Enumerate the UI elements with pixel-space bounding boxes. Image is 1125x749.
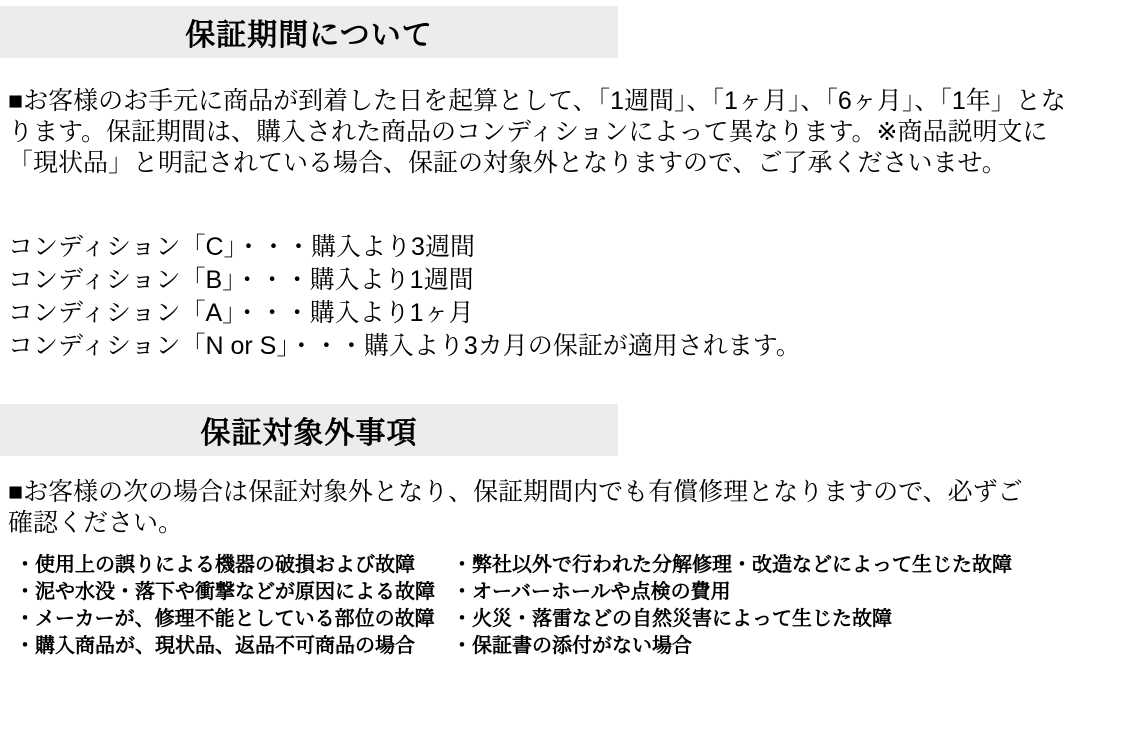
- exclusion-item: ・火災・落雷などの自然災害によって生じた故障: [452, 608, 892, 630]
- exclusion-item: ・メーカーが、修理不能としている部位の故障: [15, 608, 435, 630]
- condition-list: [0, 231, 1125, 363]
- exclusion-item: ・購入商品が、現状品、返品不可商品の場合: [15, 635, 415, 657]
- paragraph-line: 「現状品」と明記されている場合、保証の対象外となりますので、ご了承くださいませ。: [8, 149, 1007, 177]
- paragraph-line: ります。保証期間は、購入された商品のコンディションによって異なります。※商品説明文に: [8, 118, 1048, 146]
- exclusion-item: ・オーバーホールや点検の費用: [452, 581, 731, 603]
- exclusion-list-left-column: [0, 552, 452, 660]
- condition-item-a: コンディション「A」・・・購入より1ヶ月: [8, 299, 474, 327]
- paragraph-line: 確認ください。: [8, 509, 184, 537]
- warranty-period-title: 保証期間について: [185, 19, 433, 52]
- exclusion-list: [0, 552, 1125, 660]
- exclusion-item: ・使用上の誤りによる機器の破損および故障: [15, 554, 415, 576]
- warranty-period-paragraph: [0, 86, 1125, 179]
- condition-item-c: コンディション「C」・・・購入より3週間: [8, 233, 475, 261]
- exclusions-paragraph: [0, 477, 1125, 539]
- condition-item-n-or-s: コンディション「N or S」・・・購入より3カ月の保証が適用されます。: [8, 332, 801, 360]
- exclusion-item: ・泥や水没・落下や衝撃などが原因による故障: [15, 581, 435, 603]
- exclusions-title: 保証対象外事項: [200, 417, 418, 450]
- warranty-period-header-bar: [0, 6, 618, 58]
- paragraph-line: ■お客様のお手元に商品が到着した日を起算として、「1週間」、「1ヶ月」、「6ヶ月」、「1年」とな: [8, 87, 1066, 115]
- exclusion-list-right-column: [452, 552, 1125, 660]
- condition-item-b: コンディション「B」・・・購入より1週間: [8, 266, 474, 294]
- exclusion-item: ・弊社以外で行われた分解修理・改造などによって生じた故障: [452, 554, 1012, 576]
- exclusion-item: ・保証書の添付がない場合: [452, 635, 692, 657]
- paragraph-line: ■お客様の次の場合は保証対象外となり、保証期間内でも有償修理となりますので、必ずご: [8, 478, 1023, 506]
- exclusions-header-bar: [0, 404, 618, 456]
